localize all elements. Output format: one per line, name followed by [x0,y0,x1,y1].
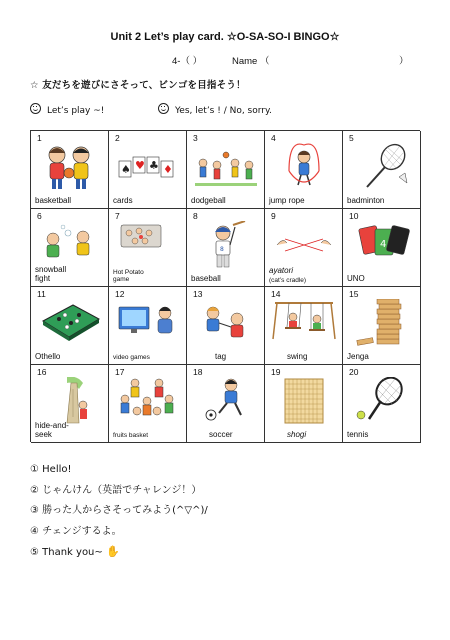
cell-number: 15 [349,289,359,299]
step-text: ⑤ Thank you~ [30,547,103,558]
bingo-cell[interactable] [109,131,187,209]
svg-text:♦: ♦ [163,163,173,176]
invite-text: Let’s play ~! [47,106,105,116]
cell-number: 9 [271,211,276,221]
jump-rope-icon [271,143,337,193]
othello-board-icon [37,299,103,349]
bingo-cell[interactable] [187,365,265,443]
cell-label: Othello [35,352,61,361]
cell-label: baseball [191,274,221,283]
cell-label: snowball fight [35,265,67,283]
cell-number: 20 [349,367,359,377]
bingo-cell[interactable] [187,209,265,287]
svg-text:4: 4 [380,239,387,250]
smile-icon [158,103,169,114]
invite-phrase [30,103,104,116]
bingo-cell[interactable] [109,287,187,365]
cell-label: Jenga [347,352,369,361]
cell-label: dodgeball [191,196,226,205]
cell-label: soccer [209,430,233,439]
bingo-cell[interactable] [343,287,421,365]
soccer-player-icon [193,377,259,427]
goal-text: ☆ 友だちを遊びにさそって、ビンゴを目指そう！ [30,80,246,91]
cell-number: 12 [115,289,125,299]
bingo-cell[interactable] [265,209,343,287]
cell-label: jump rope [269,196,305,205]
cell-label: shogi [287,430,307,439]
cell-label: ayatori [269,266,294,275]
cell-label: tennis [347,430,369,439]
jenga-tower-icon [349,299,415,349]
bingo-cell[interactable] [187,287,265,365]
cell-label: cards [113,196,133,205]
cell-number: 1 [37,133,42,143]
cats-cradle-icon [271,221,337,271]
smile-icon [30,103,41,114]
bingo-cell[interactable] [343,365,421,443]
cell-number: 13 [193,289,203,299]
cell-number: 17 [115,367,125,377]
playing-cards-icon [115,143,181,193]
cell-number: 14 [271,289,281,299]
basketball-kids-icon [37,143,103,193]
cell-number: 11 [37,289,46,299]
cell-number: 2 [115,133,120,143]
swing-icon [271,299,337,349]
svg-text:♠: ♠ [121,163,131,176]
bingo-cell[interactable] [109,209,187,287]
cell-label: basketball [35,196,72,205]
cell-label: Hot Potato game [113,269,144,283]
bingo-cell[interactable] [265,131,343,209]
cell-number: 19 [271,367,281,377]
snowball-fight-icon [37,221,103,271]
tennis-racket-icon [349,377,415,427]
cell-label: hide-and- seek [35,421,69,439]
cell-number: 6 [37,211,42,221]
cell-number: 18 [193,367,203,377]
bingo-grid [30,130,420,442]
hide-and-seek-tree-icon [37,377,103,427]
cell-number: 10 [349,211,359,221]
reply-phrase [158,103,272,116]
bingo-cell[interactable] [343,131,421,209]
name-field-close: ） [399,56,409,67]
video-games-icon [115,299,181,349]
page-title: Unit 2 Let’s play card. ☆O-SA-SO-I BINGO☆ [110,31,340,43]
step-item: ③ 勝った人からさそってみよう(^▽^)/ [30,505,208,516]
fruits-basket-icon [115,377,181,427]
bingo-cell[interactable] [109,365,187,443]
bingo-cell[interactable] [187,131,265,209]
hot-potato-icon [115,221,181,271]
class-field: 4-（ ） [172,56,203,67]
step-item: ④ チェンジするよ。 [30,525,122,537]
cell-label: tag [215,352,227,361]
cell-number: 16 [37,367,47,377]
step-item: ① Hello! [30,464,72,475]
bingo-cell[interactable] [31,131,109,209]
uno-cards-icon [349,221,415,271]
tag-game-icon [193,299,259,349]
baseball-player-icon [193,221,259,271]
bingo-cell[interactable] [265,365,343,443]
waving-hand-icon: ✋ [105,545,120,558]
badminton-racket-icon [349,143,415,193]
bingo-cell[interactable] [31,209,109,287]
cell-label: swing [287,352,308,361]
bingo-cell[interactable] [265,287,343,365]
cell-number: 3 [193,133,198,143]
dodgeball-icon [193,143,259,193]
cell-number: 8 [193,211,198,221]
cell-number: 7 [115,211,120,221]
shogi-board-icon [271,377,337,427]
cell-label: fruits basket [113,432,149,439]
svg-text:8: 8 [220,246,224,253]
cell-number: 4 [271,133,276,143]
cell-label: badminton [347,196,385,205]
svg-text:♥: ♥ [135,159,145,172]
cell-sublabel: (cat’s cradle) [269,277,307,284]
step-item: ② じゃんけん（英語でチャレンジ！） [30,484,202,496]
cell-label: video games [113,354,150,361]
steps-list [30,460,208,564]
name-field: Name （ [232,56,270,67]
svg-text:♣: ♣ [149,159,159,172]
cell-label: UNO [347,274,365,283]
bingo-cell[interactable] [343,209,421,287]
bingo-cell[interactable] [31,365,109,443]
bingo-cell[interactable] [31,287,109,365]
cell-number: 5 [349,133,354,143]
reply-text: Yes, let’s ! / No, sorry. [175,106,272,116]
step-item-last [30,542,208,564]
